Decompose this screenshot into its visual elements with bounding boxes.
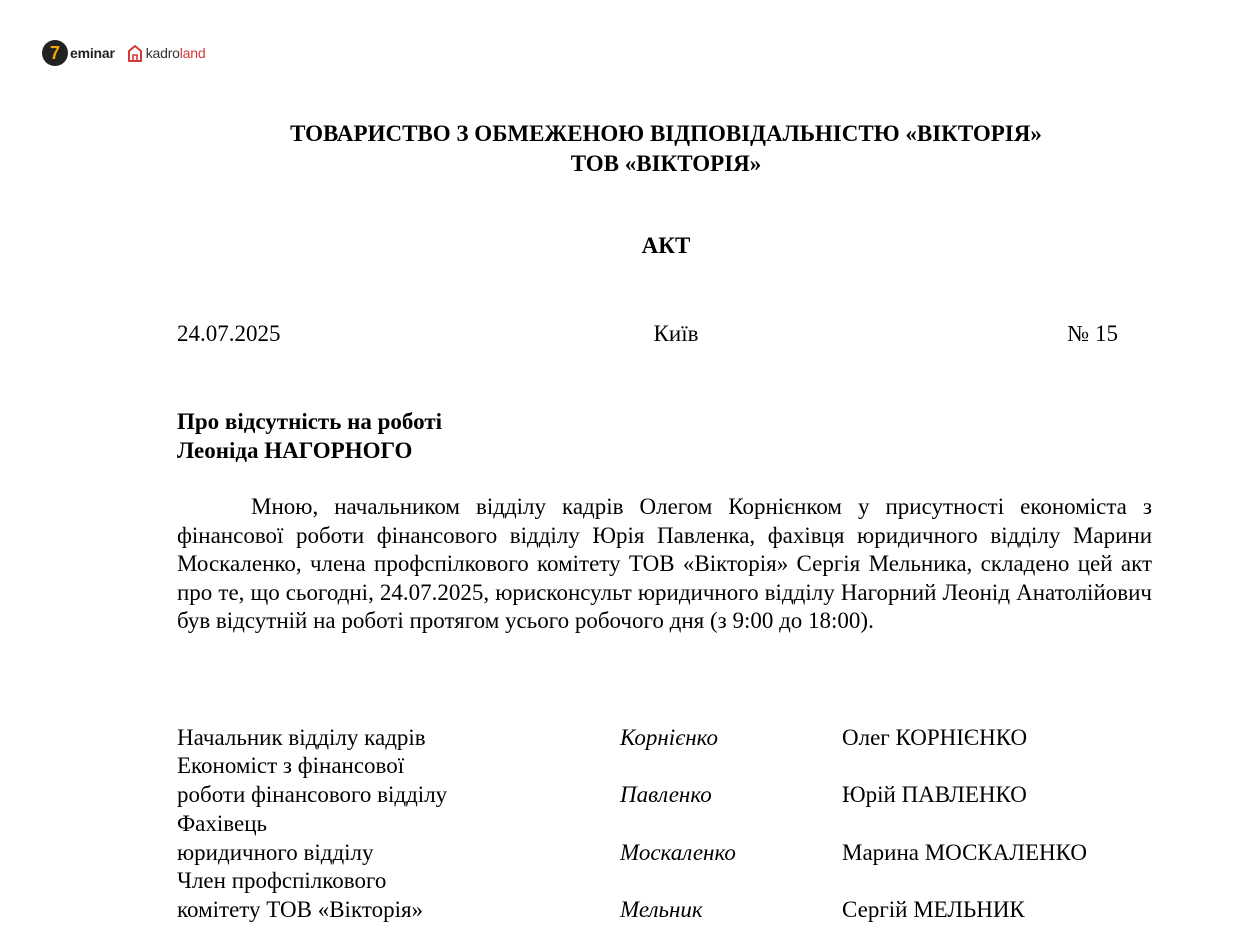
subject-line-2: Леоніда НАГОРНОГО bbox=[177, 438, 413, 463]
logos bbox=[42, 40, 205, 66]
document-city: Київ bbox=[653, 321, 699, 346]
document-date: 24.07.2025 bbox=[177, 321, 281, 346]
seminar-logo bbox=[42, 40, 115, 66]
seminar-logo-text: eminar bbox=[70, 45, 115, 61]
signer-2-name: Юрій ПАВЛЕНКО bbox=[842, 782, 1027, 807]
org-full-name: ТОВАРИСТВО З ОБМЕЖЕНОЮ ВІДПОВІДАЛЬНІСТЮ «ВІКТОРІЯ» bbox=[290, 121, 1042, 146]
signer-1-position bbox=[177, 724, 426, 753]
kadroland-logo bbox=[127, 44, 206, 62]
signer-2-position bbox=[177, 752, 447, 809]
signer-3-position-line-1: Фахівець bbox=[177, 811, 268, 836]
signer-3-signature: Москаленко bbox=[620, 840, 736, 865]
document-number: № 15 bbox=[1067, 321, 1118, 346]
organization-header bbox=[0, 119, 1241, 179]
kadroland-text-part2: land bbox=[179, 45, 206, 61]
signer-4-signature: Мельник bbox=[620, 897, 703, 922]
signer-1-position-line-1: Начальник відділу кадрів bbox=[177, 725, 426, 750]
signer-4-position-line-1: Член профспілкового bbox=[177, 868, 387, 893]
kadroland-logo-text bbox=[146, 45, 206, 61]
signer-3-name: Марина МОСКАЛЕНКО bbox=[842, 840, 1088, 865]
document-title: АКТ bbox=[641, 233, 691, 258]
document-body: Мною, начальником відділу кадрів Олегом Корнієнком у присутності економіста з фінансової роботи фінансового відділу Юрія Павленка, фахівця юридичного відділу Марини Москаленко, члена профспілкового комітету ТОВ «Вікторія» Сергія Мельника, складено цей акт про те, що сьогодні, 24.07.2025, юрисконсульт юридичного відділу Нагорний Леонід Анатолійович був відсутній на роботі протягом усього робочого дня (з 9:00 до 18:00). bbox=[177, 494, 1152, 634]
signer-1-signature: Корнієнко bbox=[620, 725, 719, 750]
signer-4-name: Сергій МЕЛЬНИК bbox=[842, 897, 1025, 922]
kadroland-house-icon bbox=[127, 44, 143, 62]
signer-4-position-line-2: комітету ТОВ «Вікторія» bbox=[177, 896, 424, 922]
signer-2-position-line-1: Економіст з фінансової bbox=[177, 753, 405, 778]
signer-4-position bbox=[177, 867, 423, 924]
signer-2-signature: Павленко bbox=[620, 782, 712, 807]
kadroland-text-part1: kadro bbox=[145, 45, 180, 61]
document-subject bbox=[177, 407, 442, 465]
signer-3-position bbox=[177, 810, 374, 867]
signer-1-name: Олег КОРНІЄНКО bbox=[842, 725, 1028, 750]
subject-line-1: Про відсутність на роботі bbox=[177, 409, 443, 434]
seminar-logo-mark: 7 bbox=[42, 40, 68, 66]
signer-3-position-line-2: юридичного відділу bbox=[177, 839, 374, 865]
org-short-name: ТОВ «ВІКТОРІЯ» bbox=[570, 151, 762, 176]
signer-2-position-line-2: роботи фінансового відділу bbox=[177, 781, 448, 807]
